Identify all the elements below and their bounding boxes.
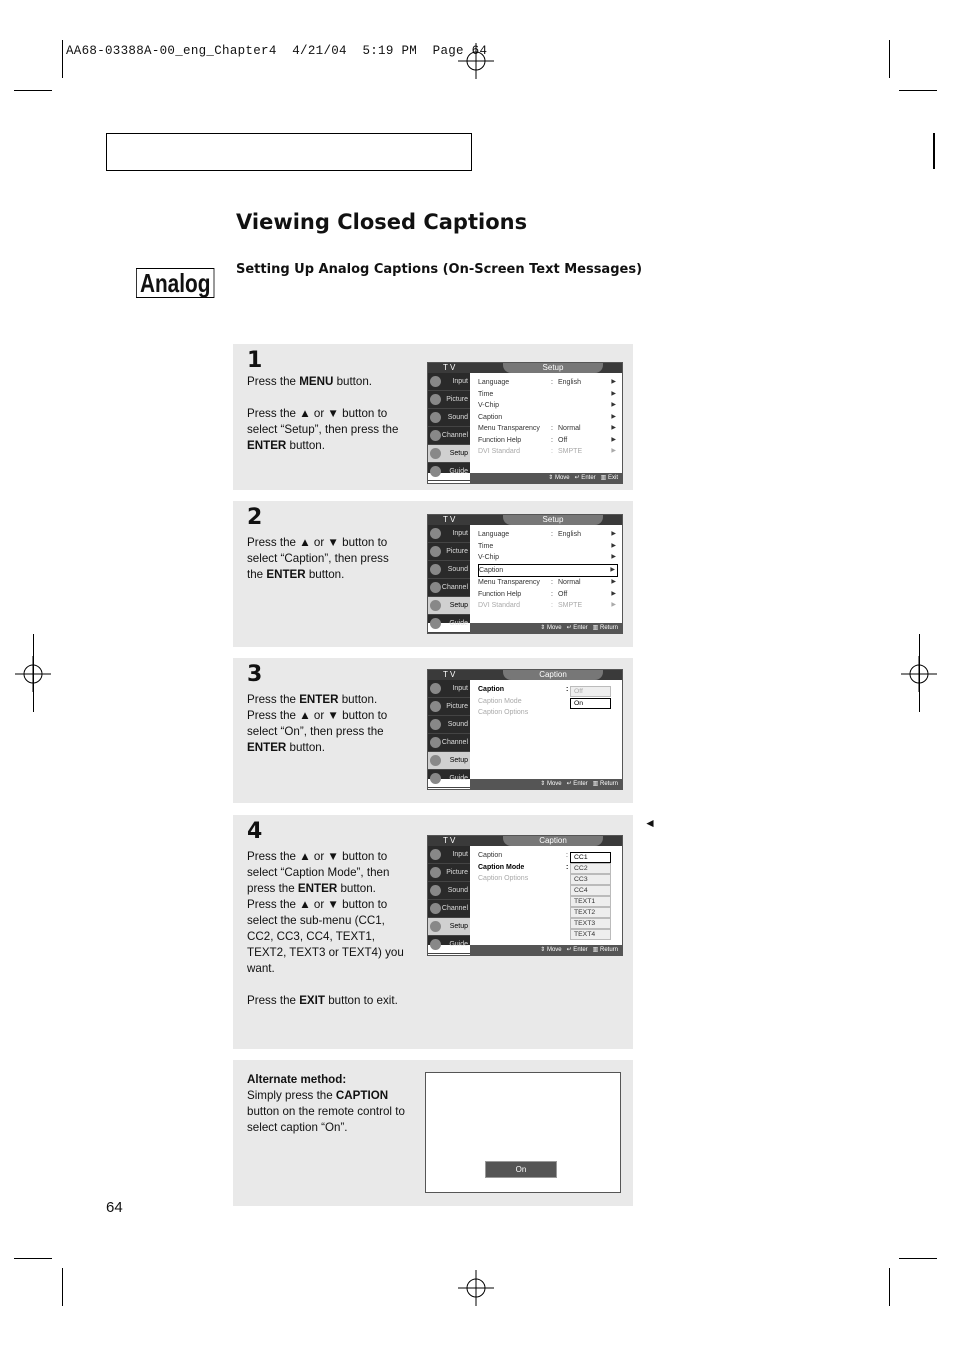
caption-option-on: On (570, 698, 611, 709)
menu-title: Setup (503, 363, 603, 373)
caption-option-off: Off (570, 686, 611, 697)
crop-mark (14, 1258, 52, 1259)
tv-menu-footer: ⇕ Move ↵ Enter ▥ Return (470, 945, 622, 955)
caption-mode-option: TEXT4 (570, 929, 611, 940)
step-1-panel (233, 344, 633, 490)
channel-icon (430, 903, 441, 914)
step-4-panel (233, 815, 633, 1049)
caption-mode-option: CC2 (570, 863, 611, 874)
tv-caption-mode-screen: T V Caption Input Picture Sound Channel Setup Guide Caption : Caption Mode : Caption Options CC1 CC2 CC3 CC4 TEXT1 TEXT2 TEXT3 TEXT4 ⇕ Move ↵ Enter ▥ Return (427, 835, 623, 956)
tv-setup-menu-screen: T V Setup Input Picture Sound Channel Setup Guide Language : English ▶ Time ▶ V-Chip ▶ Caption ▶ Menu Transparency : Normal ▶ Function Help : Off ▶ DVI Standard : SMPTE ▶ ⇕ Move ↵ Enter ▥ Return (427, 514, 623, 634)
sound-icon (430, 412, 441, 423)
caption-row-highlighted: Caption ▶ (478, 564, 618, 578)
tv-menu-footer: ⇕ Move ↵ Enter ▥ Exit (470, 473, 622, 483)
crop-mark (62, 40, 63, 78)
sound-icon (430, 564, 441, 575)
caption-mode-option: CC1 (570, 852, 611, 863)
tv-side-menu: Input Picture Sound Channel Setup Guide (428, 680, 470, 779)
page-number: 64 (106, 1199, 123, 1216)
crop-mark (899, 1258, 937, 1259)
analog-badge: Analog (136, 268, 214, 298)
channel-icon (430, 737, 441, 748)
step-instructions: Press the ▲ or ▼ button to select “Caption”, then press the ENTER button. (247, 536, 389, 581)
registration-mark-icon (458, 1270, 494, 1306)
sound-icon (430, 719, 441, 730)
caption-mode-option: TEXT3 (570, 918, 611, 929)
setup-icon (430, 448, 441, 459)
tv-menu-footer: ⇕ Move ↵ Enter ▥ Return (470, 779, 622, 789)
tv-side-menu: Input Picture Sound Channel Setup Guide (428, 846, 470, 945)
setup-menu-list: Language : English ▶ Time ▶ V-Chip ▶ Caption ▶ Menu Transparency : Normal ▶ Function Help : Off ▶ DVI Standard : SMPTE ▶ (478, 379, 616, 455)
crop-mark (933, 133, 935, 169)
caption-mode-option: TEXT2 (570, 907, 611, 918)
caption-mode-option: TEXT1 (570, 896, 611, 907)
pointer-arrow-icon: ◄ (644, 816, 656, 830)
picture-icon (430, 546, 441, 557)
picture-icon (430, 394, 441, 405)
sound-icon (430, 885, 441, 896)
input-icon (430, 376, 441, 387)
setup-icon (430, 755, 441, 766)
input-icon (430, 849, 441, 860)
input-icon (430, 683, 441, 694)
caption-menu-list: Caption : Caption Mode Caption Options Off On (478, 684, 618, 719)
tv-menu-footer: ⇕ Move ↵ Enter ▥ Return (470, 623, 622, 633)
step-2-panel (233, 501, 633, 647)
setup-menu-list: Language : English ▶ Time ▶ V-Chip ▶ Caption ▶ Menu Transparency : Normal ▶ Function Help : Off ▶ DVI Standard : SMPTE ▶ (478, 531, 616, 609)
crop-mark (889, 1268, 890, 1306)
menu-title: Caption (503, 836, 603, 846)
guide-icon (430, 466, 441, 477)
caption-mode-option: CC3 (570, 874, 611, 885)
guide-icon (430, 618, 441, 629)
setup-icon (430, 921, 441, 932)
step-3-panel (233, 658, 633, 803)
tv-side-menu: Input Picture Sound Channel Setup Guide (428, 373, 470, 473)
tv-side-menu: Input Picture Sound Channel Setup Guide (428, 525, 470, 623)
tv-caption-on-screen (425, 1072, 621, 1193)
alternate-method-panel (233, 1060, 633, 1206)
crop-mark (889, 40, 890, 78)
crop-mark (33, 634, 34, 712)
step-number: 2 (247, 505, 263, 530)
page-subtitle: Setting Up Analog Captions (On-Screen Text Messages) (236, 262, 643, 277)
caption-on-indicator: On (485, 1161, 557, 1178)
print-header: AA68-03388A-00_eng_Chapter4 4/21/04 5:19 PM Page 64 (66, 44, 488, 58)
chapter-header-box (106, 133, 472, 171)
step-instructions: Press the ENTER button. Press the ▲ or ▼ button to select “On”, then press the ENTER button. (247, 693, 388, 754)
picture-icon (430, 701, 441, 712)
caption-menu-list: Caption : Caption Mode : Caption Options CC1 CC2 CC3 CC4 TEXT1 TEXT2 TEXT3 TEXT4 (478, 850, 618, 885)
step-number: 3 (247, 662, 263, 687)
menu-title: Caption (503, 670, 603, 680)
crop-mark (14, 90, 52, 91)
page-title: Viewing Closed Captions (236, 210, 528, 234)
step-number: 1 (247, 348, 263, 373)
alternate-instructions: Alternate method: Simply press the CAPTION button on the remote control to select caption “On”. (247, 1073, 405, 1134)
crop-mark (919, 634, 920, 712)
guide-icon (430, 773, 441, 784)
step-number: 4 (247, 819, 263, 844)
picture-icon (430, 867, 441, 878)
step-instructions: Press the ▲ or ▼ button to select “Caption Mode”, then press the ENTER button. Press the ▲ or ▼ button to select the sub-menu (CC1, CC2, CC3, CC4, TEXT1, TEXT2, TEXT3 or TEXT4) you want. Press the EXIT button to exit. (247, 850, 404, 1007)
tv-setup-menu-screen: T V Setup Input Picture Sound Channel Setup Guide Language : English ▶ Time ▶ V-Chip ▶ Caption ▶ Menu Transparency : Normal ▶ Function Help : Off ▶ DVI Standard : SMPTE ▶ ⇕ Move ↵ Enter ▥ Exit (427, 362, 623, 484)
input-icon (430, 528, 441, 539)
caption-mode-option: CC4 (570, 885, 611, 896)
crop-mark (62, 1268, 63, 1306)
guide-icon (430, 939, 441, 950)
crop-mark (899, 90, 937, 91)
menu-title: Setup (503, 515, 603, 525)
registration-mark-icon (458, 43, 494, 79)
channel-icon (430, 430, 441, 441)
channel-icon (430, 582, 441, 593)
setup-icon (430, 600, 441, 611)
step-instructions: Press the MENU button. Press the ▲ or ▼ button to select “Setup”, then press the ENTER button. (247, 375, 399, 452)
tv-caption-menu-screen: T V Caption Input Picture Sound Channel Setup Guide Caption : Caption Mode Caption Options Off On ⇕ Move ↵ Enter ▥ Return (427, 669, 623, 790)
